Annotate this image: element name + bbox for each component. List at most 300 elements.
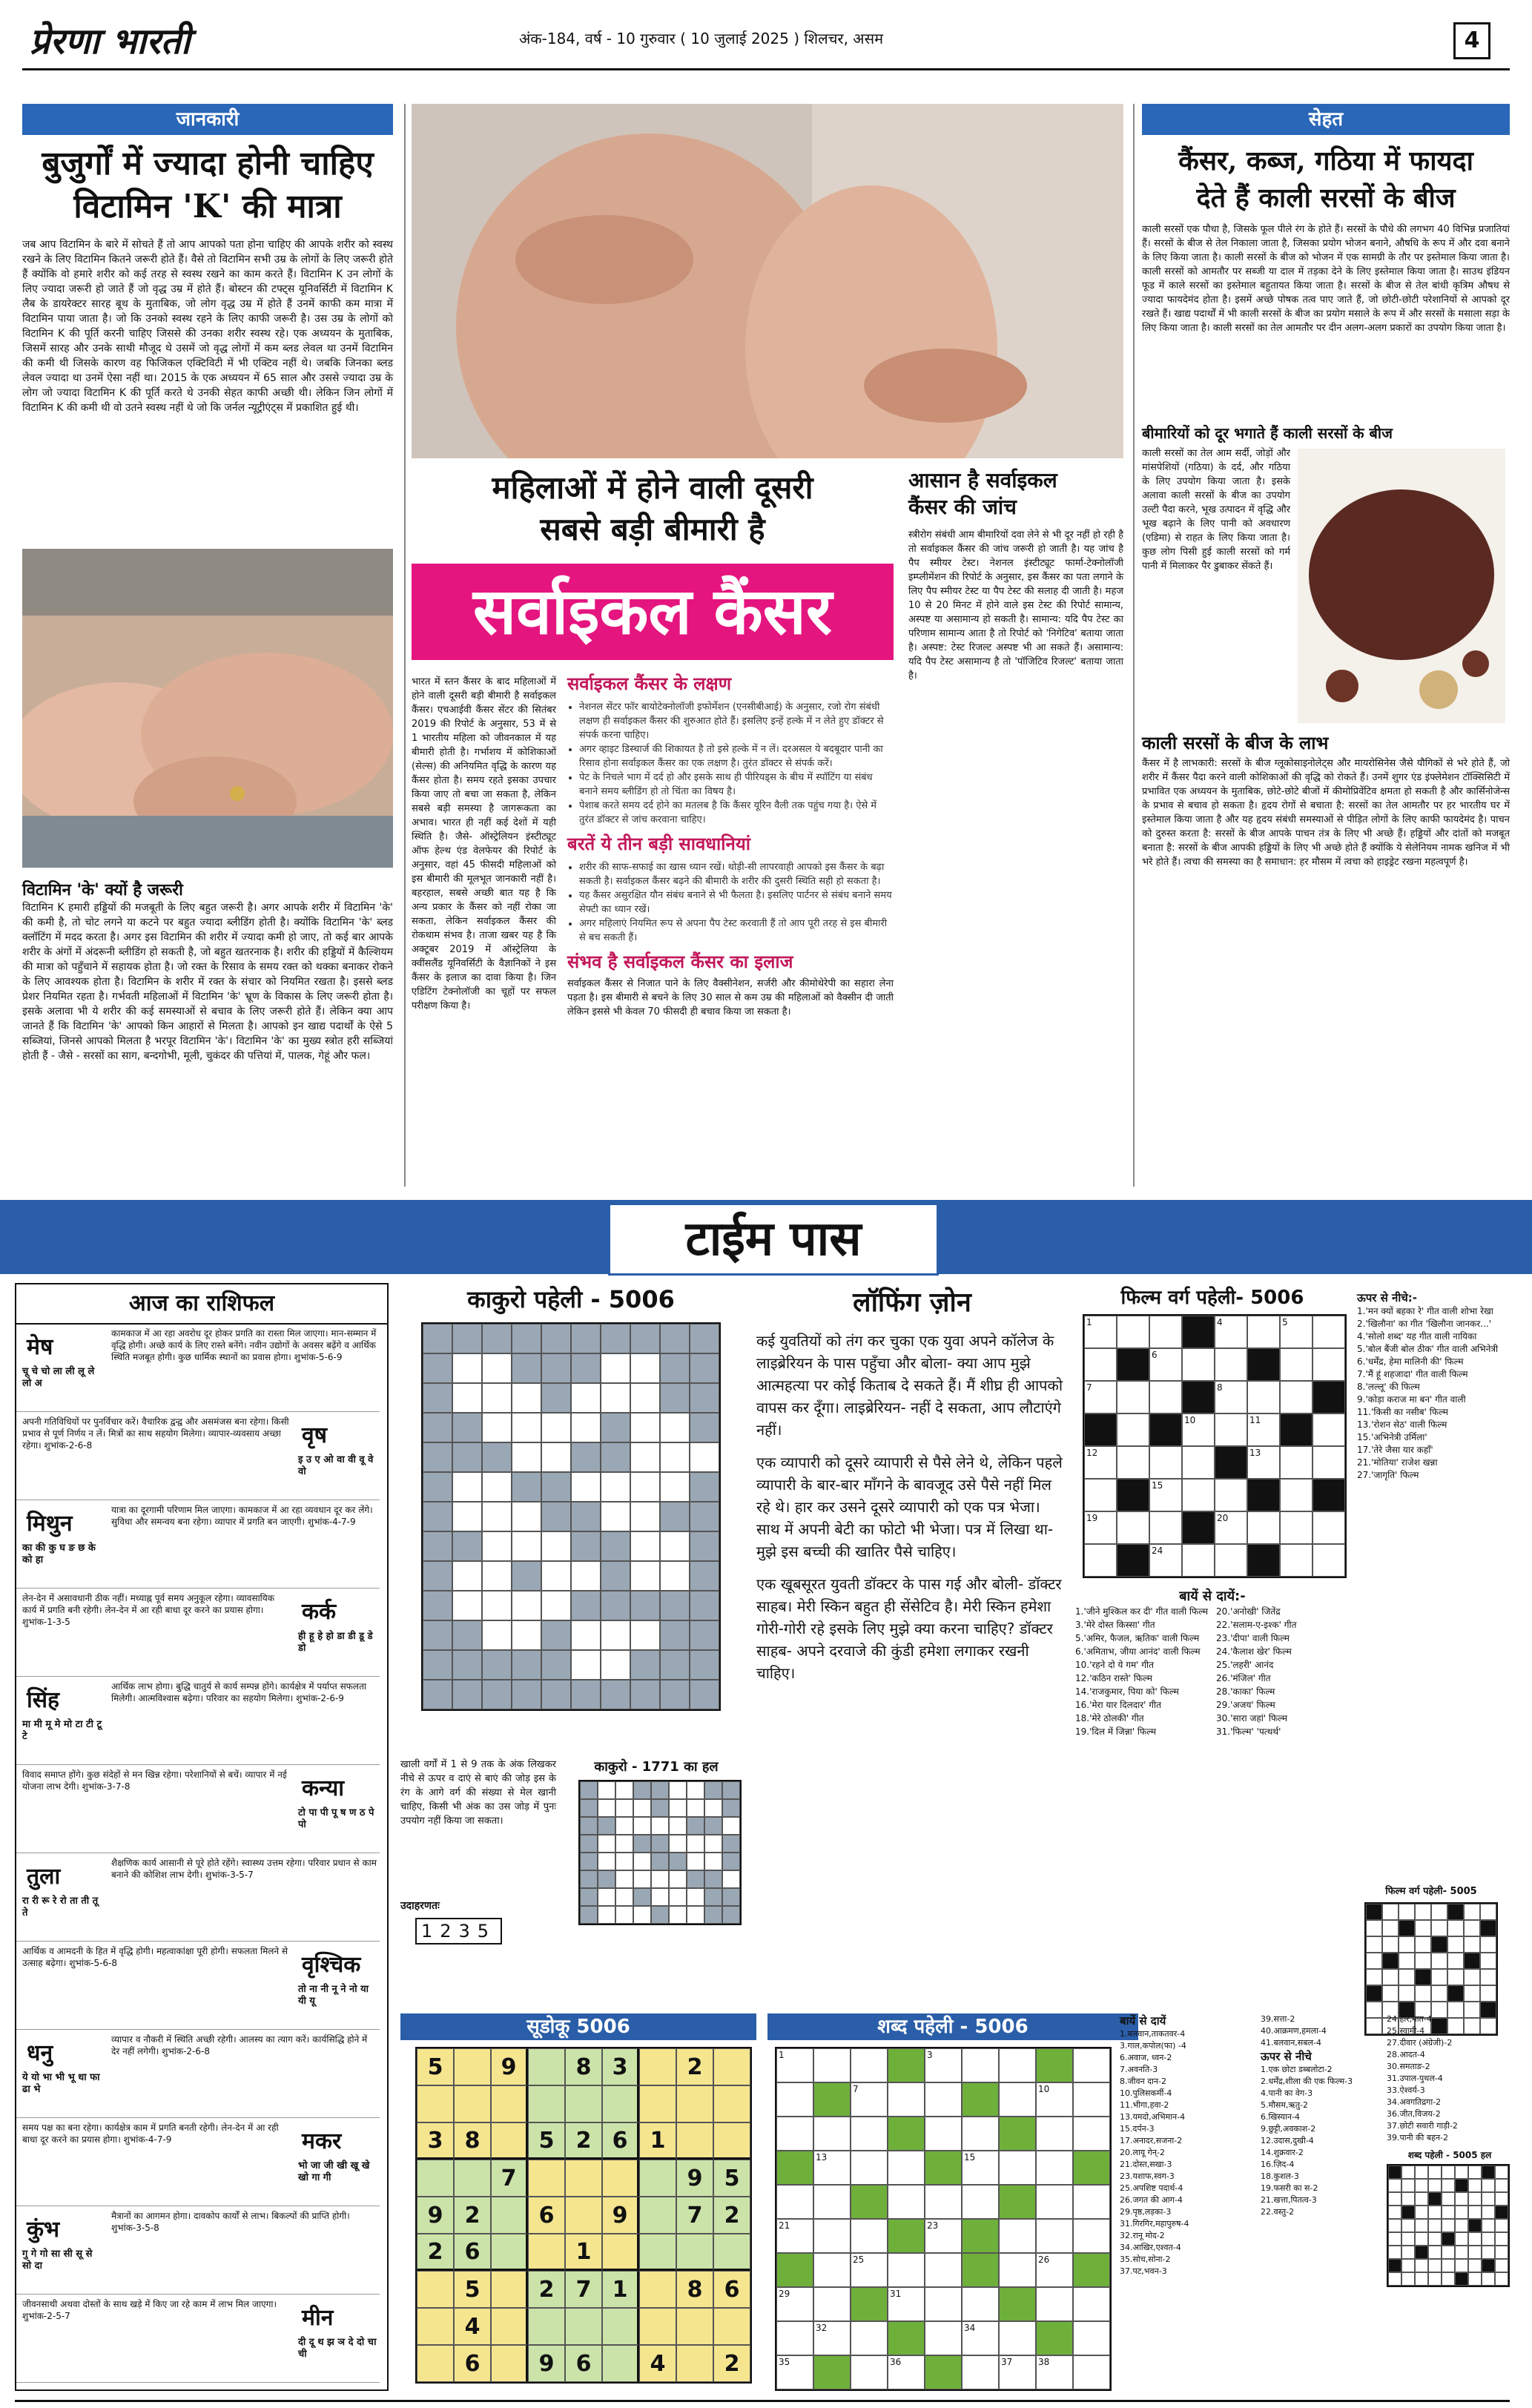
kakuro-cell[interactable] bbox=[571, 1442, 601, 1472]
film-crossword-cell[interactable] bbox=[1280, 1511, 1313, 1544]
kakuro-solution-cell[interactable] bbox=[704, 1817, 722, 1835]
kakuro-cell[interactable] bbox=[482, 1531, 512, 1561]
sudoku-cell[interactable] bbox=[528, 2048, 565, 2085]
word-puzzle-cell[interactable] bbox=[1073, 2355, 1110, 2389]
word-puzzle-cell[interactable] bbox=[813, 2355, 851, 2389]
kakuro-solution-cell[interactable] bbox=[651, 1888, 669, 1906]
kakuro-cell[interactable] bbox=[423, 1502, 452, 1531]
word-solution-cell[interactable] bbox=[1468, 2246, 1482, 2259]
film-crossword-cell[interactable] bbox=[1117, 1348, 1149, 1381]
word-solution-cell[interactable] bbox=[1401, 2179, 1415, 2192]
word-puzzle-cell[interactable] bbox=[999, 2082, 1036, 2117]
word-puzzle-cell[interactable] bbox=[962, 2355, 999, 2389]
word-solution-cell[interactable] bbox=[1388, 2179, 1401, 2192]
film-crossword-cell[interactable] bbox=[1117, 1544, 1149, 1577]
word-solution-cell[interactable] bbox=[1442, 2259, 1455, 2272]
sudoku-cell[interactable] bbox=[639, 2271, 676, 2308]
word-solution-cell[interactable] bbox=[1401, 2206, 1415, 2219]
sudoku-cell[interactable]: 5 bbox=[454, 2271, 491, 2308]
word-puzzle-cell[interactable] bbox=[851, 2321, 888, 2355]
sudoku-cell[interactable]: 2 bbox=[713, 2197, 750, 2234]
sudoku-cell[interactable] bbox=[528, 2234, 565, 2271]
film-solution-cell[interactable] bbox=[1480, 1969, 1496, 1985]
kakuro-solution-cell[interactable] bbox=[580, 1906, 598, 1924]
kakuro-cell[interactable] bbox=[630, 1442, 660, 1472]
word-solution-cell[interactable] bbox=[1482, 2206, 1495, 2219]
kakuro-cell[interactable] bbox=[601, 1353, 630, 1383]
word-puzzle-cell[interactable] bbox=[1036, 2321, 1073, 2355]
kakuro-cell[interactable] bbox=[541, 1413, 571, 1442]
kakuro-solution-cell[interactable] bbox=[704, 1799, 722, 1817]
sudoku-cell[interactable]: 7 bbox=[491, 2160, 528, 2197]
kakuro-cell[interactable] bbox=[512, 1680, 541, 1709]
word-solution-cell[interactable] bbox=[1415, 2219, 1428, 2232]
film-solution-cell[interactable] bbox=[1382, 1985, 1399, 2002]
word-puzzle-cell[interactable] bbox=[925, 2355, 962, 2389]
kakuro-cell[interactable] bbox=[452, 1650, 482, 1680]
word-puzzle-cell[interactable] bbox=[1036, 2151, 1073, 2185]
kakuro-cell[interactable] bbox=[423, 1324, 452, 1353]
film-crossword-cell[interactable] bbox=[1215, 1446, 1247, 1479]
kakuro-cell[interactable] bbox=[660, 1620, 690, 1650]
kakuro-cell[interactable] bbox=[690, 1472, 719, 1502]
word-solution-cell[interactable] bbox=[1428, 2165, 1442, 2179]
kakuro-solution-cell[interactable] bbox=[669, 1817, 687, 1835]
kakuro-cell[interactable] bbox=[512, 1531, 541, 1561]
film-solution-cell[interactable] bbox=[1366, 1985, 1382, 2002]
kakuro-solution-cell[interactable] bbox=[615, 1817, 633, 1835]
film-crossword-cell[interactable] bbox=[1247, 1348, 1280, 1381]
sudoku-cell[interactable] bbox=[602, 2234, 639, 2271]
word-solution-cell[interactable] bbox=[1455, 2192, 1468, 2206]
word-solution-cell[interactable] bbox=[1428, 2246, 1442, 2259]
word-puzzle-cell[interactable] bbox=[813, 2151, 851, 2185]
sudoku-cell[interactable]: 9 bbox=[491, 2048, 528, 2085]
word-puzzle-cell[interactable] bbox=[813, 2117, 851, 2151]
kakuro-cell[interactable] bbox=[660, 1413, 690, 1442]
film-solution-cell[interactable] bbox=[1464, 1936, 1480, 1953]
sudoku-cell[interactable] bbox=[454, 2048, 491, 2085]
film-solution-cell[interactable] bbox=[1464, 1969, 1480, 1985]
word-solution-cell[interactable] bbox=[1482, 2165, 1495, 2179]
sudoku-cell[interactable] bbox=[417, 2308, 454, 2345]
word-puzzle-cell[interactable] bbox=[813, 2082, 851, 2117]
kakuro-solution-cell[interactable] bbox=[704, 1835, 722, 1853]
sudoku-cell[interactable] bbox=[565, 2085, 602, 2122]
sudoku-cell[interactable]: 2 bbox=[417, 2234, 454, 2271]
sudoku-cell[interactable] bbox=[713, 2122, 750, 2160]
film-crossword-cell[interactable] bbox=[1084, 1348, 1117, 1381]
kakuro-solution-cell[interactable] bbox=[651, 1781, 669, 1799]
film-crossword-cell[interactable] bbox=[1084, 1544, 1117, 1577]
word-puzzle-cell[interactable] bbox=[776, 2355, 813, 2389]
kakuro-solution-cell[interactable] bbox=[669, 1888, 687, 1906]
kakuro-solution-cell[interactable] bbox=[651, 1799, 669, 1817]
word-solution-cell[interactable] bbox=[1415, 2206, 1428, 2219]
sudoku-cell[interactable] bbox=[639, 2308, 676, 2345]
sudoku-cell[interactable] bbox=[417, 2085, 454, 2122]
kakuro-cell[interactable] bbox=[571, 1591, 601, 1620]
sudoku-cell[interactable] bbox=[491, 2271, 528, 2308]
kakuro-solution-cell[interactable] bbox=[722, 1853, 740, 1870]
film-solution-cell[interactable] bbox=[1399, 1920, 1415, 1936]
film-crossword-cell[interactable] bbox=[1149, 1381, 1182, 1414]
film-crossword-cell[interactable] bbox=[1247, 1479, 1280, 1511]
word-solution-cell[interactable] bbox=[1468, 2219, 1482, 2232]
sudoku-cell[interactable] bbox=[602, 2160, 639, 2197]
word-solution-cell[interactable] bbox=[1415, 2246, 1428, 2259]
word-puzzle-cell[interactable] bbox=[962, 2151, 999, 2185]
film-crossword-cell[interactable] bbox=[1215, 1479, 1247, 1511]
kakuro-cell[interactable] bbox=[541, 1353, 571, 1383]
word-puzzle-cell[interactable] bbox=[962, 2253, 999, 2287]
kakuro-cell[interactable] bbox=[512, 1502, 541, 1531]
word-solution-cell[interactable] bbox=[1415, 2232, 1428, 2246]
film-crossword-cell[interactable] bbox=[1313, 1479, 1345, 1511]
kakuro-cell[interactable] bbox=[690, 1680, 719, 1709]
word-solution-cell[interactable] bbox=[1455, 2246, 1468, 2259]
kakuro-solution-cell[interactable] bbox=[722, 1817, 740, 1835]
word-solution-cell[interactable] bbox=[1482, 2219, 1495, 2232]
word-puzzle-cell[interactable] bbox=[999, 2321, 1036, 2355]
word-puzzle-cell[interactable] bbox=[962, 2082, 999, 2117]
kakuro-cell[interactable] bbox=[601, 1324, 630, 1353]
film-crossword-cell[interactable] bbox=[1149, 1414, 1182, 1446]
kakuro-cell[interactable] bbox=[601, 1680, 630, 1709]
kakuro-cell[interactable] bbox=[423, 1561, 452, 1591]
word-puzzle-cell[interactable] bbox=[888, 2151, 925, 2185]
kakuro-cell[interactable] bbox=[452, 1561, 482, 1591]
kakuro-cell[interactable] bbox=[541, 1531, 571, 1561]
kakuro-cell[interactable] bbox=[571, 1650, 601, 1680]
kakuro-cell[interactable] bbox=[541, 1383, 571, 1413]
word-puzzle-cell[interactable] bbox=[999, 2185, 1036, 2219]
sudoku-cell[interactable] bbox=[602, 2308, 639, 2345]
word-solution-cell[interactable] bbox=[1468, 2272, 1482, 2286]
kakuro-solution-cell[interactable] bbox=[615, 1870, 633, 1888]
sudoku-cell[interactable]: 2 bbox=[454, 2197, 491, 2234]
kakuro-solution-cell[interactable] bbox=[651, 1817, 669, 1835]
kakuro-solution-cell[interactable] bbox=[722, 1870, 740, 1888]
word-solution-cell[interactable] bbox=[1401, 2246, 1415, 2259]
sudoku-cell[interactable] bbox=[417, 2160, 454, 2197]
kakuro-cell[interactable] bbox=[601, 1442, 630, 1472]
film-crossword-cell[interactable] bbox=[1247, 1381, 1280, 1414]
film-solution-cell[interactable] bbox=[1480, 1985, 1496, 2002]
kakuro-solution-cell[interactable] bbox=[598, 1799, 615, 1817]
kakuro-solution-cell[interactable] bbox=[598, 1781, 615, 1799]
word-solution-cell[interactable] bbox=[1495, 2165, 1508, 2179]
word-puzzle-cell[interactable] bbox=[962, 2321, 999, 2355]
word-solution-cell[interactable] bbox=[1482, 2246, 1495, 2259]
sudoku-cell[interactable]: 6 bbox=[528, 2197, 565, 2234]
kakuro-cell[interactable] bbox=[601, 1650, 630, 1680]
kakuro-solution-cell[interactable] bbox=[633, 1799, 651, 1817]
kakuro-cell[interactable] bbox=[423, 1531, 452, 1561]
film-solution-cell[interactable] bbox=[1366, 1969, 1382, 1985]
word-solution-cell[interactable] bbox=[1495, 2246, 1508, 2259]
film-crossword-cell[interactable] bbox=[1149, 1348, 1182, 1381]
word-puzzle-cell[interactable] bbox=[1073, 2219, 1110, 2253]
film-crossword-cell[interactable] bbox=[1182, 1414, 1215, 1446]
word-solution-cell[interactable] bbox=[1482, 2179, 1495, 2192]
kakuro-solution-cell[interactable] bbox=[722, 1906, 740, 1924]
film-solution-cell[interactable] bbox=[1399, 1953, 1415, 1969]
word-solution-cell[interactable] bbox=[1455, 2165, 1468, 2179]
kakuro-cell[interactable] bbox=[541, 1472, 571, 1502]
word-puzzle-cell[interactable] bbox=[962, 2287, 999, 2321]
kakuro-cell[interactable] bbox=[482, 1680, 512, 1709]
kakuro-cell[interactable] bbox=[482, 1383, 512, 1413]
kakuro-solution-cell[interactable] bbox=[633, 1870, 651, 1888]
word-puzzle-cell[interactable] bbox=[1073, 2321, 1110, 2355]
film-solution-cell[interactable] bbox=[1415, 1904, 1431, 1920]
film-crossword-cell[interactable] bbox=[1215, 1511, 1247, 1544]
kakuro-cell[interactable] bbox=[541, 1591, 571, 1620]
kakuro-cell[interactable] bbox=[690, 1383, 719, 1413]
film-crossword-cell[interactable] bbox=[1247, 1446, 1280, 1479]
word-solution-cell[interactable] bbox=[1442, 2165, 1455, 2179]
word-puzzle-cell[interactable] bbox=[851, 2253, 888, 2287]
kakuro-cell[interactable] bbox=[630, 1680, 660, 1709]
sudoku-cell[interactable]: 6 bbox=[565, 2345, 602, 2382]
sudoku-cell[interactable] bbox=[528, 2308, 565, 2345]
word-puzzle-cell[interactable] bbox=[888, 2253, 925, 2287]
sudoku-cell[interactable] bbox=[602, 2085, 639, 2122]
sudoku-cell[interactable]: 6 bbox=[602, 2122, 639, 2160]
sudoku-cell[interactable]: 3 bbox=[417, 2122, 454, 2160]
kakuro-cell[interactable] bbox=[482, 1413, 512, 1442]
word-solution-cell[interactable] bbox=[1495, 2206, 1508, 2219]
kakuro-cell[interactable] bbox=[690, 1591, 719, 1620]
kakuro-solution-cell[interactable] bbox=[651, 1870, 669, 1888]
sudoku-cell[interactable]: 6 bbox=[454, 2345, 491, 2382]
word-puzzle-cell[interactable] bbox=[851, 2355, 888, 2389]
kakuro-solution-cell[interactable] bbox=[669, 1906, 687, 1924]
kakuro-cell[interactable] bbox=[423, 1680, 452, 1709]
word-puzzle-cell[interactable] bbox=[888, 2287, 925, 2321]
word-solution-cell[interactable] bbox=[1442, 2272, 1455, 2286]
sudoku-cell[interactable] bbox=[491, 2085, 528, 2122]
sudoku-cell[interactable] bbox=[454, 2085, 491, 2122]
film-crossword-cell[interactable] bbox=[1280, 1446, 1313, 1479]
word-puzzle-cell[interactable] bbox=[776, 2185, 813, 2219]
film-crossword-cell[interactable] bbox=[1280, 1414, 1313, 1446]
word-puzzle-cell[interactable] bbox=[851, 2082, 888, 2117]
word-solution-cell[interactable] bbox=[1388, 2192, 1401, 2206]
word-puzzle-cell[interactable] bbox=[1073, 2287, 1110, 2321]
kakuro-solution-cell[interactable] bbox=[633, 1853, 651, 1870]
kakuro-solution-cell[interactable] bbox=[580, 1799, 598, 1817]
word-puzzle-cell[interactable] bbox=[851, 2219, 888, 2253]
kakuro-solution-cell[interactable] bbox=[704, 1853, 722, 1870]
word-puzzle-cell[interactable] bbox=[851, 2117, 888, 2151]
kakuro-cell[interactable] bbox=[601, 1531, 630, 1561]
kakuro-solution-cell[interactable] bbox=[633, 1906, 651, 1924]
film-crossword-cell[interactable] bbox=[1247, 1511, 1280, 1544]
kakuro-cell[interactable] bbox=[423, 1353, 452, 1383]
kakuro-cell[interactable] bbox=[512, 1591, 541, 1620]
word-puzzle-cell[interactable] bbox=[1036, 2219, 1073, 2253]
kakuro-solution-cell[interactable] bbox=[687, 1817, 704, 1835]
word-solution-cell[interactable] bbox=[1482, 2192, 1495, 2206]
film-solution-cell[interactable] bbox=[1399, 1904, 1415, 1920]
word-solution-cell[interactable] bbox=[1388, 2246, 1401, 2259]
film-solution-cell[interactable] bbox=[1399, 1985, 1415, 2002]
film-solution-cell[interactable] bbox=[1382, 1936, 1399, 1953]
kakuro-cell[interactable] bbox=[630, 1620, 660, 1650]
kakuro-solution-cell[interactable] bbox=[687, 1853, 704, 1870]
kakuro-solution-cell[interactable] bbox=[704, 1781, 722, 1799]
kakuro-solution-cell[interactable] bbox=[669, 1870, 687, 1888]
film-crossword-cell[interactable] bbox=[1182, 1544, 1215, 1577]
film-solution-cell[interactable] bbox=[1480, 1936, 1496, 1953]
kakuro-cell[interactable] bbox=[512, 1413, 541, 1442]
film-solution-cell[interactable] bbox=[1447, 1936, 1464, 1953]
kakuro-cell[interactable] bbox=[541, 1442, 571, 1472]
film-crossword-cell[interactable] bbox=[1313, 1348, 1345, 1381]
sudoku-cell[interactable] bbox=[491, 2308, 528, 2345]
kakuro-solution-cell[interactable] bbox=[580, 1853, 598, 1870]
film-solution-cell[interactable] bbox=[1447, 1920, 1464, 1936]
kakuro-cell[interactable] bbox=[660, 1591, 690, 1620]
kakuro-cell[interactable] bbox=[541, 1502, 571, 1531]
word-puzzle-cell[interactable] bbox=[776, 2287, 813, 2321]
kakuro-solution-cell[interactable] bbox=[615, 1853, 633, 1870]
sudoku-cell[interactable] bbox=[528, 2085, 565, 2122]
film-crossword-cell[interactable] bbox=[1084, 1479, 1117, 1511]
film-crossword-cell[interactable] bbox=[1280, 1479, 1313, 1511]
film-solution-cell[interactable] bbox=[1382, 1953, 1399, 1969]
sudoku-cell[interactable]: 4 bbox=[639, 2345, 676, 2382]
kakuro-solution-cell[interactable] bbox=[580, 1888, 598, 1906]
film-solution-cell[interactable] bbox=[1447, 1904, 1464, 1920]
kakuro-cell[interactable] bbox=[690, 1531, 719, 1561]
film-crossword-cell[interactable] bbox=[1117, 1511, 1149, 1544]
word-puzzle-cell[interactable] bbox=[925, 2321, 962, 2355]
film-solution-cell[interactable] bbox=[1464, 1985, 1480, 2002]
kakuro-cell[interactable] bbox=[512, 1650, 541, 1680]
word-solution-cell[interactable] bbox=[1388, 2206, 1401, 2219]
word-solution-cell[interactable] bbox=[1428, 2259, 1442, 2272]
kakuro-cell[interactable] bbox=[541, 1561, 571, 1591]
kakuro-cell[interactable] bbox=[452, 1591, 482, 1620]
kakuro-cell[interactable] bbox=[423, 1650, 452, 1680]
sudoku-cell[interactable] bbox=[676, 2122, 713, 2160]
sudoku-cell[interactable]: 2 bbox=[528, 2271, 565, 2308]
sudoku-cell[interactable] bbox=[565, 2197, 602, 2234]
kakuro-cell[interactable] bbox=[452, 1472, 482, 1502]
word-puzzle-cell[interactable] bbox=[999, 2117, 1036, 2151]
kakuro-solution-cell[interactable] bbox=[615, 1906, 633, 1924]
kakuro-cell[interactable] bbox=[482, 1472, 512, 1502]
film-solution-cell[interactable] bbox=[1431, 1985, 1447, 2002]
kakuro-cell[interactable] bbox=[452, 1413, 482, 1442]
kakuro-solution-cell[interactable] bbox=[615, 1888, 633, 1906]
film-solution-cell[interactable] bbox=[1415, 1953, 1431, 1969]
word-puzzle-cell[interactable] bbox=[962, 2117, 999, 2151]
word-solution-cell[interactable] bbox=[1428, 2232, 1442, 2246]
sudoku-cell[interactable]: 9 bbox=[528, 2345, 565, 2382]
word-puzzle-cell[interactable] bbox=[888, 2355, 925, 2389]
kakuro-solution-cell[interactable] bbox=[687, 1906, 704, 1924]
kakuro-cell[interactable] bbox=[541, 1620, 571, 1650]
kakuro-solution-cell[interactable] bbox=[598, 1817, 615, 1835]
kakuro-cell[interactable] bbox=[690, 1353, 719, 1383]
sudoku-cell[interactable]: 3 bbox=[602, 2048, 639, 2085]
film-solution-cell[interactable] bbox=[1366, 1936, 1382, 1953]
kakuro-cell[interactable] bbox=[512, 1383, 541, 1413]
sudoku-cell[interactable] bbox=[565, 2160, 602, 2197]
kakuro-cell[interactable] bbox=[601, 1472, 630, 1502]
word-solution-cell[interactable] bbox=[1428, 2272, 1442, 2286]
word-solution-cell[interactable] bbox=[1455, 2232, 1468, 2246]
kakuro-cell[interactable] bbox=[630, 1561, 660, 1591]
kakuro-cell[interactable] bbox=[423, 1383, 452, 1413]
film-solution-cell[interactable] bbox=[1366, 1920, 1382, 1936]
sudoku-cell[interactable] bbox=[713, 2048, 750, 2085]
sudoku-cell[interactable] bbox=[417, 2345, 454, 2382]
word-solution-cell[interactable] bbox=[1428, 2179, 1442, 2192]
film-crossword-cell[interactable] bbox=[1117, 1316, 1149, 1348]
kakuro-solution-cell[interactable] bbox=[722, 1781, 740, 1799]
word-puzzle-cell[interactable] bbox=[925, 2082, 962, 2117]
kakuro-cell[interactable] bbox=[690, 1442, 719, 1472]
word-puzzle-cell[interactable] bbox=[888, 2185, 925, 2219]
film-crossword-cell[interactable] bbox=[1215, 1381, 1247, 1414]
word-solution-cell[interactable] bbox=[1468, 2232, 1482, 2246]
kakuro-solution-cell[interactable] bbox=[633, 1817, 651, 1835]
word-puzzle-cell[interactable] bbox=[1073, 2253, 1110, 2287]
sudoku-cell[interactable]: 2 bbox=[676, 2048, 713, 2085]
word-solution-cell[interactable] bbox=[1388, 2219, 1401, 2232]
kakuro-cell[interactable] bbox=[482, 1591, 512, 1620]
kakuro-cell[interactable] bbox=[571, 1353, 601, 1383]
word-puzzle-cell[interactable] bbox=[962, 2219, 999, 2253]
word-puzzle-cell[interactable] bbox=[925, 2117, 962, 2151]
film-crossword-cell[interactable] bbox=[1182, 1446, 1215, 1479]
word-solution-cell[interactable] bbox=[1495, 2259, 1508, 2272]
sudoku-cell[interactable]: 4 bbox=[454, 2308, 491, 2345]
word-solution-cell[interactable] bbox=[1495, 2272, 1508, 2286]
film-solution-cell[interactable] bbox=[1415, 1969, 1431, 1985]
sudoku-cell[interactable]: 6 bbox=[454, 2234, 491, 2271]
film-solution-cell[interactable] bbox=[1366, 1953, 1382, 1969]
kakuro-cell[interactable] bbox=[690, 1561, 719, 1591]
word-puzzle-cell[interactable] bbox=[925, 2253, 962, 2287]
kakuro-cell[interactable] bbox=[690, 1620, 719, 1650]
sudoku-cell[interactable] bbox=[713, 2308, 750, 2345]
kakuro-cell[interactable] bbox=[512, 1442, 541, 1472]
film-solution-cell[interactable] bbox=[1399, 1936, 1415, 1953]
film-crossword-cell[interactable] bbox=[1084, 1381, 1117, 1414]
film-crossword-cell[interactable] bbox=[1215, 1544, 1247, 1577]
word-puzzle-cell[interactable] bbox=[813, 2048, 851, 2082]
kakuro-cell[interactable] bbox=[452, 1531, 482, 1561]
word-solution-cell[interactable] bbox=[1415, 2179, 1428, 2192]
word-puzzle-cell[interactable] bbox=[1073, 2082, 1110, 2117]
film-solution-cell[interactable] bbox=[1415, 1985, 1431, 2002]
kakuro-solution-cell[interactable] bbox=[687, 1835, 704, 1853]
word-puzzle-cell[interactable] bbox=[1073, 2151, 1110, 2185]
sudoku-cell[interactable]: 1 bbox=[602, 2271, 639, 2308]
film-solution-cell[interactable] bbox=[1480, 1920, 1496, 1936]
sudoku-cell[interactable]: 9 bbox=[602, 2197, 639, 2234]
word-puzzle-cell[interactable] bbox=[851, 2287, 888, 2321]
kakuro-cell[interactable] bbox=[571, 1383, 601, 1413]
word-puzzle-cell[interactable] bbox=[776, 2048, 813, 2082]
film-solution-cell[interactable] bbox=[1464, 1953, 1480, 1969]
